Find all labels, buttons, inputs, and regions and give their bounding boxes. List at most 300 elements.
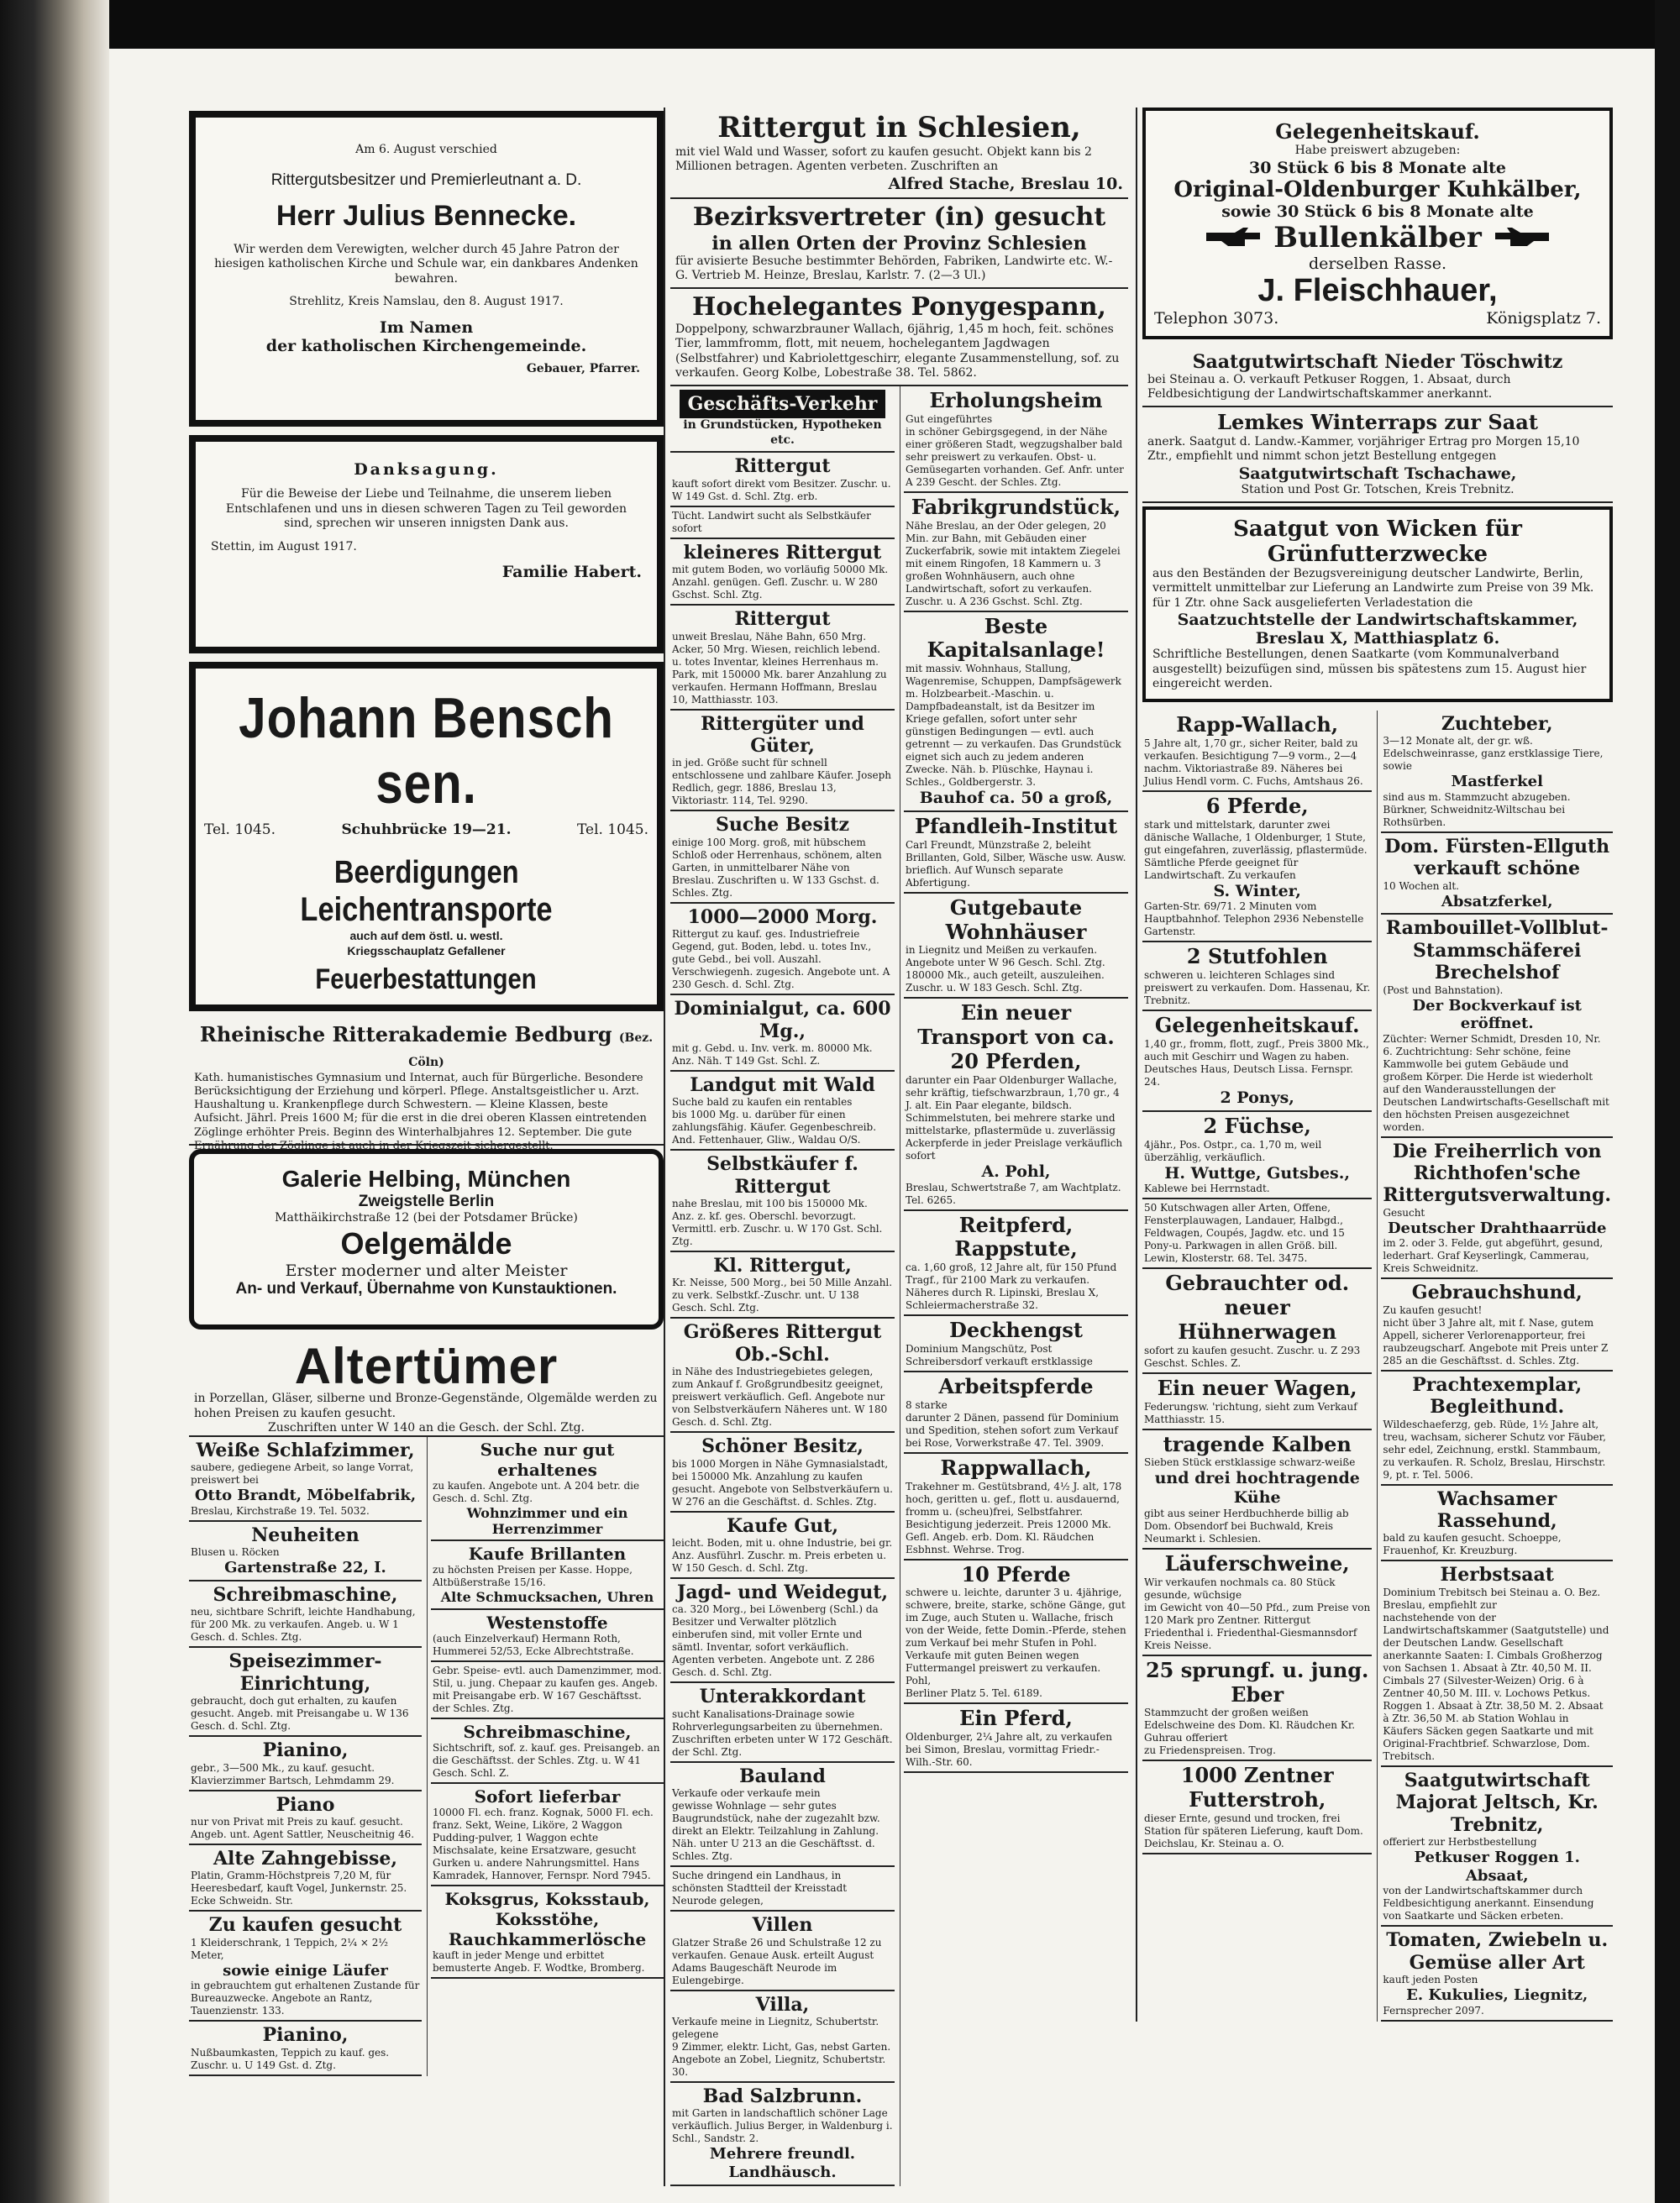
- gk-l3: Original-Oldenburger Kuhkälber,: [1173, 176, 1582, 202]
- ad-text: Suche dringend ein Landhaus, in schönsten Stadtteil der Kreisstadt Neurode gelegen,: [672, 1870, 848, 1907]
- ad-headline: Fabrikgrundstück,: [911, 494, 1121, 519]
- bv-title: Bezirksvertreter (in) gesucht: [692, 202, 1106, 232]
- bensch-l3: auch auf dem östl. u. westl.: [349, 929, 503, 942]
- ad-headline: Pianino,: [262, 1739, 349, 1762]
- classified-ad: [904, 386, 1128, 493]
- gk-tel: Telephon 3073.: [1154, 308, 1279, 328]
- ad-text: nahe Breslau, mit 100 bis 150000 Mk. Anz. z. kf. ges. Oberschl. bevorzugt. Vermittl. erb. Zuschr. u. W 170 Gst. Schl. Ztg.: [672, 1198, 883, 1248]
- obit-name: Herr Julius Bennecke.: [276, 199, 577, 232]
- col1-mid-list: [427, 1437, 664, 2076]
- bensch-l4: Kriegsschauplatz Gefallener: [347, 943, 506, 957]
- ad-text: 50 Kutschwagen aller Arten, Offene, Fensterplauwagen, Landauer, Halbgd., Feldwagen, Coupés, Jagdw. etc. und 15 Pony-u. Parkwagen in allen Größ. bill. Lewin, Klosterstr. 68. Tel. 3475.: [1144, 1202, 1345, 1265]
- st-text: bei Steinau a. O. verkauft Petkuser Roggen, 1. Absaat, durch Feldbesichtigung der Landwirtschaftskammer anerkannt.: [1147, 372, 1511, 401]
- col2-left-list: [670, 386, 895, 2186]
- ad-text: Nähe Breslau, an der Oder gelegen, 20 Min. zur Bahn, mit Gebäuden einer Zuckerfabrik, sowie mit intaktem Ziegelei mit einem Ringofen, 18 Kammern u. 3 großen Wohnhäusern, auch ohne Landwirtschaft, sofort zu verkaufen. Zuschr. u. A 236 Gschst. Schl. Ztg.: [906, 519, 1121, 607]
- ad-text: Verkaufe oder verkaufe mein: [672, 1787, 821, 1800]
- ad-text: mit gutem Boden, wo vorläufig 50000 Mk. Anzahl. genügen. Gefl. Zuschr. u. W 280 Gschst. Schl. Ztg.: [672, 564, 889, 601]
- classified-ad: [1142, 1656, 1372, 1762]
- ad-text: in gebrauchtem gut erhaltenen Zustande für Bureauzwecke. Angebote an Rantz, Tauenzienstr. 133.: [191, 1980, 420, 2017]
- bensch-name: Johann Bensch sen.: [239, 686, 614, 816]
- gk-l4: sowie 30 Stück 6 bis 8 Monate alte: [1221, 202, 1534, 221]
- ad-text: sind aus m. Stammzucht abzugeben. Bürkner, Schweidnitz-Wiltschau bei Rothsürben.: [1383, 790, 1571, 828]
- obit-imnamen: Im Namen: [379, 317, 474, 337]
- classified-ad: [1381, 1927, 1613, 2021]
- ad-headline: Sofort lieferbar: [474, 1786, 621, 1807]
- thanks-ad: [189, 435, 664, 653]
- top-dark-margin: [0, 0, 1680, 49]
- ad-text: Breslau, Schwertstraße 7, am Wachtplatz. Tel. 6265.: [906, 1181, 1121, 1206]
- classified-ad: [904, 1704, 1128, 1773]
- lemkes-ad: [1142, 407, 1613, 503]
- ad-text: schweren u. leichteren Schlages sind preiswert zu verkaufen. Dom. Hassenau, Kr. Trebnitz.: [1144, 969, 1371, 1007]
- ad-text: Kr. Neisse, 500 Morg., bei 50 Mille Anzahl. zu verk. Selbstkf.-Zuschr. unt. U 138 Gesch. Schl. Ztg.: [672, 1277, 893, 1314]
- ad-text: mit g. Gebd. u. Inv. verk. m. 80000 Mk. Anz. Näh. T 149 Gst. Schl. Z.: [672, 1041, 873, 1067]
- classified-ad: [670, 995, 895, 1072]
- col3-split: [1142, 711, 1613, 2022]
- wicken-text: aus den Beständen der Bezugsvereinigung deutscher Landwirte, Berlin, vermittelt unmittelbar zur Lieferung an Landwirte zum Preise von 39 Mk. für 1 Ztr. ohne Sack ausgelieferten Verladestation die: [1152, 566, 1594, 610]
- pony-title: Hochelegantes Ponygespann,: [692, 291, 1106, 322]
- obit-intro: Am 6. August verschied: [355, 143, 497, 156]
- ad-text: Platin, Gramm-Höchstpreis 7,20 M, für Heeresbedarf, kauft Vogel, Junkernstr. 25. Ecke Schweidn. Str.: [191, 1870, 407, 1907]
- ad-headline: 10 Pferde: [961, 1561, 1071, 1587]
- wicken-f: Schriftliche Bestellungen, denen Saatkarte (vom Kommunalverband ausgestellt) beizufügen sind, müssen bis spätestens zum 15. August hier eingereicht werden.: [1152, 648, 1587, 691]
- ad-headline: Saatgutwirtschaft Majorat Jeltsch, Kr. Trebnitz,: [1395, 1769, 1599, 1836]
- obituary-ad: [189, 111, 664, 427]
- classified-ad: [1381, 1767, 1613, 1927]
- ad-text: gewisse Wohnlage — sehr gutes Baugrundstück, nahe der zugezahlt bzw. direkt an Elektr. Teilzahlung in Zahlung. Näh. unter U 213 an die Geschäftsst. d. Schles. Ztg.: [672, 1800, 880, 1863]
- classified-ad: [670, 1319, 895, 1433]
- rs-contact: Alfred Stache, Breslau 10.: [888, 174, 1123, 193]
- ad-text: 10000 Fl. ech. franz. Kognak, 5000 Fl. ech. franz. Sekt, Weine, Liköre, 2 Waggon Pudding-pulver, 1 Waggon echte Mischsalate, keine Ersatzware, gesucht Gurken u. andere Nahrungsmittel. Hans Kamradek, Hannover, Fernspr. Nord 7945.: [433, 1806, 654, 1881]
- classified-ad: [1142, 1011, 1372, 1112]
- ad-headline: Zu kaufen gesucht: [208, 1914, 402, 1937]
- ad-subheadline: Petkuser Roggen 1. Absaat,: [1414, 1848, 1580, 1885]
- ad-headline: Tomaten, Zwiebeln u. Gemüse aller Art: [1386, 1929, 1609, 1974]
- altertuemer-ad: [189, 1338, 664, 1437]
- ad-text: Nußbaumkasten, Teppich zu kauf. ges. Zuschr. u. U 149 Gst. d. Ztg.: [191, 2046, 390, 2071]
- ad-headline: Landgut mit Wald: [690, 1073, 875, 1096]
- ad-subheadline: Otto Brandt, Möbelfabrik,: [194, 1487, 417, 1505]
- ad-subheadline: Gartenstraße 22, I.: [224, 1559, 386, 1577]
- wicken-ad: [1142, 506, 1613, 702]
- col1-small-ads: [189, 1437, 664, 2076]
- gk-l5: Bullenkälber: [1273, 220, 1482, 254]
- ad-text: Tücht. Landwirt sucht als Selbstkäufer sofort: [672, 509, 871, 534]
- ritterakademie-text: Kath. humanistisches Gymnasium und Internat, auch für Bürgerliche. Besondere Berücksichtigung der Erziehung und körperl. Pflege. Anstaltsgeistlicher u. Arzt. Haushaltung u. Krankenpflege durch Schwestern. — Kleine Klassen, beste Aufsicht. Jährl. Preis 1600 M; für die erst in die drei oberen Klassen eintretenden Zöglinge erhöhter Preis. Beginn des Winterhalbjahres 12. September. Die gute Ernährung der Zöglinge ist auch in der Kriegszeit sichergestellt.: [194, 1071, 647, 1152]
- classified-ad: [670, 1151, 895, 1252]
- ad-headline: Westenstoffe: [486, 1612, 608, 1633]
- ad-text: Breslau, Kirchstraße 19. Tel. 5032.: [191, 1504, 370, 1517]
- gk-name: J. Fleischhauer,: [1257, 272, 1498, 308]
- classified-ad: [904, 493, 1128, 612]
- ad-headline: Ein neuer Transport von ca. 20 Pferden,: [917, 1000, 1115, 1073]
- ad-headline: Läuferschweine,: [1164, 1550, 1350, 1576]
- ad-text: einige 100 Morg. groß, mit hübschem Schloß oder Herrenhaus, schönem, alten Garten, in unmittelbarer Nähe von Breslau. Zuschriften u. W 133 Gschst. d. Schles. Ztg.: [672, 836, 882, 899]
- classified-ad: [1142, 1112, 1372, 1200]
- ad-text: kauft sofort direkt vom Besitzer. Zuschr. u. W 149 Gst. d. Schl. Ztg. erb.: [672, 477, 891, 502]
- classified-ad: [1142, 1550, 1372, 1656]
- ad-text: saubere, gediegene Arbeit, so lange Vorrat, preiswert bei: [191, 1461, 414, 1487]
- lemkes-text: anerk. Saatgut d. Landw.-Kammer, vorjähriger Ertrag pro Morgen 15,10 Ztr., empfiehlt und nimmt schon jetzt Bestellung entgegen: [1147, 434, 1580, 464]
- ad-text: nicht über 3 Jahre alt, mit f. Nase, gutem Appell, sicherer Verlorenapporteur, frei raubzeugscharf. Angebote mit Preis unter Z 285 an die Geschäftsst. d. Schles. Ztg.: [1383, 1316, 1609, 1366]
- ad-text: darunter 2 Dänen, passend für Dominium und Spedition, stehen sofort zum Verkauf bei Rose, Vorwerkstraße 47. Tel. 3909.: [906, 1411, 1119, 1449]
- saatgut-toeschwitz-ad: [1142, 348, 1613, 407]
- ad-subheadline: E. Kukulies, Liegnitz,: [1406, 1985, 1588, 2004]
- ad-headline: Neuheiten: [251, 1524, 360, 1546]
- column-3: [1136, 108, 1613, 2022]
- st-title: Saatgutwirtschaft Nieder Töschwitz: [1192, 350, 1563, 373]
- bensch-address: Schuhbrücke 19—21.: [341, 821, 512, 838]
- classified-ad: [670, 507, 895, 539]
- classified-ad: [1381, 1561, 1613, 1766]
- gk-l2: 30 Stück 6 bis 8 Monate alte: [1249, 158, 1506, 177]
- classified-ad: [670, 1683, 895, 1762]
- col3-left-list: [1142, 711, 1372, 2022]
- wicken-sub: Saatzuchtstelle der Landwirtschaftskammer,: [1177, 611, 1578, 630]
- ritterakademie-region: (Bez. Cöln): [408, 1031, 654, 1069]
- ad-text: bald zu kaufen gesucht. Schoeppe, Frauenhof, Kr. Kreuzburg.: [1383, 1532, 1562, 1557]
- ad-text: (auch Einzelverkauf) Hermann Roth, Hummerei 52/53, Ecke Albrechtstraße.: [433, 1632, 634, 1657]
- bensch-tel-right: Tel. 1045.: [576, 821, 648, 838]
- ad-headline: Rittergut: [734, 455, 831, 478]
- classified-ad: [1381, 833, 1613, 915]
- ad-text: Verkaufe meine in Liegnitz, Schubertstr. gelegene: [672, 2015, 879, 2040]
- ad-headline: Pianino,: [262, 2024, 349, 2047]
- pony-text: Doppelpony, schwarzbrauner Wallach, 6jährig, 1,45 m hoch, feit. schönes Tier, lammfromm, flott, mit neuem, hochelegantem Jagdwagen (Selbstfahrer) und Kabriolettgeschirr, elegante Zusammenstellung, sof. zu verkaufen. Georg Kolbe, Lobestraße 38. Tel. 5862.: [675, 322, 1120, 380]
- wicken-addr: Breslau X, Matthiasplatz 6.: [1255, 629, 1500, 648]
- classified-ad: [904, 894, 1128, 999]
- ad-text: ca. 1,60 groß, 12 Jahre alt, für 150 Pfund Tragf., für 2100 Mark zu verkaufen. Näheres durch R. Lipinski, Breslau X, Schleiermacherstraße 32.: [906, 1261, 1117, 1312]
- classified-ad: [1142, 711, 1372, 792]
- col1-left-list: [189, 1437, 422, 2076]
- ad-subheadline: sowie einige Läufer: [223, 1961, 388, 1980]
- ad-headline: Villen: [752, 1914, 813, 1937]
- ad-text: 1 Kleiderschrank, 1 Teppich, 2¼ × 2½ Meter,: [191, 1936, 388, 1961]
- ad-subheadline: Alte Schmucksachen, Uhren: [440, 1589, 654, 1606]
- ad-text: nachstehende von der Landwirtschaftskammer (Saatgutstelle) und der Deutschen Landw. Gesellschaft anerkannte Saaten: I. Cimbals Großherzog von Sachsen 1. Absaat à Ztr. 40,50 M. II. Cimbals 27 (Silvester-Weizen) Orig. 6 à Zentner 40,50 M. III. v. Lochows Petkus. Roggen 1. Absaat à Ztr. 38,50 M. 2. Absaat à Ztr. 36,50 M. ab Station Wohlau in Käufers Säcken gegen Saatkarte und mit Original-Frachtbrief. Schwarzlose, Dom. Trebitsch.: [1383, 1611, 1609, 1762]
- ad-text: mit Garten in landschaftlich schöner Lage verkäuflich. Julius Berger, in Waldenburg i. Schl., Sandstr. 2.: [672, 2107, 893, 2145]
- column-1: [189, 108, 664, 2076]
- rs-title: Rittergut in Schlesien,: [717, 111, 1081, 144]
- ad-headline: Schreibmaschine,: [463, 1721, 632, 1742]
- classified-ad: [1142, 1761, 1372, 1854]
- galerie-ad: [189, 1149, 664, 1330]
- altertuemer-title: Altertümer: [294, 1338, 559, 1394]
- ad-subheadline: Mastferkel: [1451, 773, 1543, 791]
- galerie-addr: Matthäikirchstraße 12 (bei der Potsdamer Brücke): [275, 1211, 578, 1225]
- ad-headline: Gelegenheitskauf.: [1154, 1013, 1360, 1038]
- ad-headline: Die Freiherrlich von Richthofen'sche Rittergutsverwaltung.: [1383, 1140, 1612, 1207]
- ad-text: Sieben Stück erstklassige schwarz-weiße: [1144, 1456, 1356, 1469]
- thanks-place: Stettin, im August 1917.: [211, 539, 357, 553]
- ad-subheadline: S. Winter,: [1213, 881, 1301, 900]
- ad-text: in Liegnitz und Meißen zu verkaufen. Angebote unter W 96 Gesch. Schl. Ztg. 180000 Mk., auch geteilt, auszuleihen. Zuschr. u. W 183 Gesch. Schl. Ztg.: [906, 944, 1105, 994]
- ad-subheadline: Wohnzimmer und ein Herrenzimmer: [466, 1505, 628, 1538]
- ad-text: darunter ein Paar Oldenburger Wallache, sehr kräftig, tiefschwarzbraun, 1,70 gr., 4 J. alt. Ein Paar elegante, bildsch. Schimmelstuten, bei mehrere starke und mittelstarke, pflastermüde u. zuverlässig Ackerpferde in jeder Preislage verkäuflich sofort: [906, 1073, 1123, 1162]
- ad-headline: Dom. Fürsten-Ellguth verkauft schöne: [1384, 835, 1610, 880]
- classified-ad: [189, 1648, 422, 1737]
- ad-text: Fernsprecher 2097.: [1383, 2004, 1484, 2017]
- rittergut-schlesien-ad: [670, 108, 1128, 199]
- ad-headline: Gutgebaute Wohnhäuser: [945, 894, 1087, 944]
- ad-headline: Schöner Besitz,: [701, 1435, 864, 1458]
- classified-ad: [189, 1737, 422, 1791]
- bensch-l1: Beerdigungen: [333, 855, 519, 890]
- lemkes-sub: Saatgutwirtschaft Tschachawe,: [1238, 464, 1517, 483]
- pony-ad: [670, 289, 1128, 386]
- classified-ad: [670, 1912, 895, 1991]
- ad-text: 3—12 Monate alt, der gr. wß. Edelschweinrasse, ganz erstklassige Tiere, sowie: [1383, 735, 1604, 773]
- ad-headline: Gebrauchshund,: [1411, 1282, 1583, 1304]
- geschaeft-sub: in Grundstücken, Hypotheken etc.: [683, 418, 882, 447]
- classified-ad: [189, 2022, 422, 2075]
- classified-ad: [904, 812, 1128, 894]
- ad-text: Dominium Mangschütz, Post Schreibersdorf verkauft erstklassige: [906, 1342, 1093, 1367]
- ad-text: leicht. Boden, mit u. ohne Industrie, bei gr. Anz. Ausführl. Zuschr. m. Preis erbeten u. W 150 Gesch. d. Schl. Ztg.: [672, 1537, 893, 1575]
- classified-ad: [1381, 915, 1613, 1137]
- ad-headline: Rittergut: [734, 608, 831, 631]
- newspaper-page: [109, 49, 1655, 2203]
- ad-text: 9 Zimmer, elektr. Licht, Gas, nebst Garten. Angebote an Zobel, Liegnitz, Schubertstr. 30.: [672, 2040, 891, 2078]
- pointing-hand-left-icon: [1492, 226, 1551, 249]
- ad-text: in schöner Gebirgsgegend, in der Nähe einer größeren Stadt, wegzugshalber bald sehr preiswert zu verkaufen. Obst- u. Gemüsegarten vorhanden. Gef. Anfr. unter A 239 Gescht. der Schles. Ztg.: [906, 425, 1124, 488]
- ad-subheadline: 2 Ponys,: [1220, 1088, 1294, 1107]
- classified-ad: [904, 612, 1128, 812]
- galerie-l2: An- und Verkauf, Übernahme von Kunstauktionen.: [235, 1279, 617, 1298]
- ad-headline: Koksgrus, Koksstaub, Koksstöhe, Rauchkammerlösche: [444, 1888, 650, 1949]
- altertuemer-contact: Zuschriften unter W 140 an die Gesch. der Schl. Ztg.: [268, 1421, 585, 1435]
- ad-subheadline: A. Pohl,: [981, 1162, 1051, 1181]
- ad-text: im Gewicht von 40—50 Pfd., zum Preise von 120 Mark pro Zentner. Rittergut Friedenthal i. Friedenthal-Giesmannsdorf Kreis Neisse.: [1144, 1601, 1371, 1651]
- classified-ad: [1142, 1430, 1372, 1550]
- ad-text: gebraucht, doch gut erhalten, zu kaufen gesucht. Angeb. mit Preisangabe u. W 136 Gesch. d. Schl. Ztg.: [191, 1695, 409, 1733]
- ad-headline: Größeres Rittergut Ob.-Schl.: [683, 1321, 882, 1366]
- ad-text: Berliner Platz 5. Tel. 6189.: [906, 1687, 1042, 1700]
- gk-addr: Königsplatz 7.: [1486, 308, 1601, 328]
- ritterakademie-ad: [189, 1020, 664, 1152]
- ad-headline: 6 Pferde,: [1205, 793, 1309, 818]
- classified-ad: [189, 1845, 422, 1912]
- classified-ad: [670, 904, 895, 995]
- classified-ad: [189, 1522, 422, 1581]
- classified-ad: [189, 1581, 422, 1648]
- bensch-l5: Feuerbestattungen: [315, 963, 538, 995]
- ad-headline: Arbeitspferde: [938, 1373, 1094, 1398]
- ad-headline: kleineres Rittergut: [683, 541, 882, 564]
- ad-headline: Selbstkäufer f. Rittergut: [706, 1153, 858, 1198]
- ad-text: mit massiv. Wohnhaus, Stallung, Wagenremise, Schuppen, Dampfsägewerk m. Holzbearbeit.-Maschin. u. Dampfbadeanstalt, ist da Besitzer im Kriege gefallen, sofort unter sehr günstigen Bedingungen — evtl. auch getrennt — zu verkaufen. Das Grundstück eignet sich auch zu jedem anderen Zwecke. Näh. b. Plüschke, Haynau i. Schles., Goldbergerstr. 3.: [906, 663, 1121, 789]
- ad-headline: Unterakkordant: [699, 1686, 866, 1708]
- ad-headline: Beste Kapitalsanlage!: [927, 613, 1105, 663]
- ritterakademie-title: Rheinische Ritterakademie Bedburg: [199, 1022, 612, 1046]
- ad-headline: Speisezimmer-Einrichtung,: [228, 1650, 382, 1695]
- ad-subheadline: und drei hochtragende Kühe: [1154, 1469, 1360, 1508]
- ad-headline: tragende Kalben: [1163, 1431, 1352, 1456]
- obit-gemeinde: der katholischen Kirchengemeinde.: [265, 336, 587, 355]
- ad-text: Sichtschrift, sof. z. kauf. ges. Preisangeb. an die Geschäftsst. der Schles. Ztg. u. W 41 Gesch. Schl. Z.: [433, 1741, 660, 1779]
- classified-ad: [670, 711, 895, 812]
- ad-headline: 25 sprungf. u. jung. Eber: [1145, 1657, 1369, 1707]
- ad-text: kauft in jeder Menge und erbittet bemusterte Angeb. F. Wodtke, Bromberg.: [433, 1949, 645, 1974]
- ad-text: (Post und Bahnstation).: [1383, 983, 1504, 996]
- thanks-title: Danksagung.: [354, 460, 499, 479]
- ad-text: ca. 320 Morg., bei Löwenberg (Schl.) da Besitzer und Verwalter plötzlich einberufen sind, mit voller Ernte und sämtl. Inventar, sofort verkäuflich. Agenten verbeten. Angebote unt. Z 286 Gesch. d. Schl. Ztg.: [672, 1603, 879, 1679]
- ad-text: in Nähe des Industriegebietes gelegen, zum Ankauf f. Großgrundbesitz geeignet, preiswert verkäuflich. Gefl. Angebote nur von Selbstverkäufern Näheres unt. W 180 Gesch. d. Schl. Ztg.: [672, 1366, 888, 1429]
- classified-ad: [670, 606, 895, 710]
- ad-headline: Kaufe Gut,: [726, 1514, 839, 1537]
- ad-text: schwere u. leichte, darunter 3 u. 4jährige, schwere, breite, starke, schöne Gänge, gut im Zuge, auch Stuten u. Wallache, frisch von der Weide, fette Domin.-Pferde, stehen zum Verkauf bei mehr Stufen in Pohl. Verkaufe mit guten Beinen wegen Futtermangel preiswert zu verkaufen. Pohl,: [906, 1587, 1126, 1687]
- column-2: [664, 108, 1128, 2186]
- right-dark-margin: [1655, 0, 1680, 2203]
- ad-text: 10 Wochen alt.: [1383, 879, 1459, 892]
- ad-text: bis 1000 Mg. u. darüber für einen zahlungsfähig. Käufer. Gegenbeschreib. And. Fettenhauer, Gliw., Waldau O/S.: [672, 1109, 877, 1146]
- ad-headline: Schreibmaschine,: [213, 1583, 398, 1606]
- ad-subheadline: Absatzferkel,: [1441, 892, 1553, 910]
- ad-headline: Wachsamer Rassehund,: [1436, 1487, 1557, 1533]
- classified-ad: [431, 1437, 664, 1541]
- classified-ad: [189, 1437, 422, 1522]
- classified-ad: [1142, 1199, 1372, 1269]
- ad-headline: Bauland: [739, 1765, 826, 1787]
- ad-text: 1,40 gr., fromm, flott, zugf., Preis 3800 Mk., auch mit Geschirr und Wagen zu haben. Deutsches Haus, Deutsch Lissa. Fernspr. 24.: [1144, 1037, 1369, 1088]
- ad-text: sofort zu kaufen gesucht. Zuschr. u. Z 293 Geschst. Schles. Z.: [1144, 1344, 1361, 1369]
- ad-text: von der Landwirtschaftskammer durch Feldbesichtigung anerkannt. Einsendung von Saatkarte und Säcken erbeten.: [1383, 1885, 1594, 1922]
- classified-ad: [431, 1886, 664, 1979]
- classified-ad: [670, 811, 895, 903]
- classified-ad: [904, 1316, 1128, 1372]
- ad-headline: Rappwallach,: [940, 1455, 1092, 1480]
- ad-headline: Jagd- und Weidegut,: [676, 1581, 889, 1604]
- ad-headline: Kl. Rittergut,: [713, 1255, 852, 1277]
- classified-ad: [670, 1579, 895, 1683]
- classified-ad: [670, 1252, 895, 1319]
- ad-headline: Alte Zahngebisse,: [213, 1847, 398, 1870]
- classified-ad: [189, 1791, 422, 1845]
- ad-text: stark und mittelstark, darunter zwei dänische Wallache, 1 Oldenburger, 1 Stute, gut eingefahren, zuverlässig, pflastermüde. Sämtliche Pferde geeignet für Landwirtschaft. Zu verkaufen: [1144, 818, 1368, 881]
- classified-ad: [431, 1662, 664, 1719]
- classified-ad: [1142, 1374, 1372, 1430]
- ad-headline: Erholungsheim: [929, 387, 1103, 412]
- ad-text: Gut eingeführtes: [906, 412, 993, 425]
- ad-text: Kablewe bei Herrnstadt.: [1144, 1183, 1270, 1195]
- classified-ad: [431, 1610, 664, 1662]
- ad-headline: Rapp-Wallach,: [1176, 711, 1339, 737]
- book-spine: [0, 0, 109, 2203]
- ad-text: zu kaufen. Angebote unt. A 204 betr. die Gesch. d. Schl. Ztg.: [433, 1480, 640, 1504]
- lemkes-f: Station und Post Gr. Totschen, Kreis Trebnitz.: [1241, 483, 1515, 497]
- classified-ad: [189, 1912, 422, 2022]
- ad-headline: Weiße Schlafzimmer,: [196, 1440, 415, 1461]
- galerie-big: Oelgemälde: [340, 1225, 512, 1261]
- galerie-sub: Zweigstelle Berlin: [358, 1193, 495, 1210]
- ad-subheadline: Mehrere freundl. Landhäusch.: [709, 2145, 856, 2181]
- ad-text: unweit Breslau, Nähe Bahn, 650 Mrg. Acker, 50 Mrg. Wiesen, reichlich lebend. u. totes Inventar, kleines Herrenhaus m. Park, mit 150000 Mk. barer Anzahlung zu verkaufen. Hermann Hoffmann, Breslau 10, Matthiasstr. 103.: [672, 630, 887, 705]
- lemkes-title: Lemkes Winterraps zur Saat: [1217, 409, 1538, 434]
- ad-headline: Prachtexemplar, Begleithund.: [1412, 1373, 1583, 1419]
- thanks-sign: Familie Habert.: [501, 563, 642, 581]
- bezirksvertreter-ad: [670, 199, 1128, 289]
- ad-text: Oldenburger, 2¼ Jahre alt, zu verkaufen bei Simon, Breslau, vormittag Friedr.-Wilh.-Str. 60.: [906, 1731, 1112, 1769]
- galerie-l1: Erster moderner und alter Meister: [285, 1261, 568, 1280]
- ad-headline: Bad Salzbrunn.: [702, 2085, 863, 2107]
- bv-sub: in allen Orten der Provinz Schlesien: [711, 232, 1087, 254]
- ad-headline: Ein neuer Wagen,: [1157, 1375, 1357, 1400]
- classified-ad: [670, 1867, 895, 1912]
- classified-ad: [670, 1513, 895, 1579]
- ad-headline: Deckhengst: [949, 1318, 1083, 1343]
- classified-ad: [1381, 1372, 1613, 1486]
- classified-ad: [431, 1784, 664, 1886]
- classified-ad: [1381, 1279, 1613, 1371]
- ad-headline: Rambouillet-Vollblut-Stammschäferei Brechelshof: [1385, 917, 1609, 984]
- classified-ad: [670, 2083, 895, 2186]
- ad-text: Zu kaufen gesucht!: [1383, 1303, 1483, 1316]
- geschaeft-header: [670, 386, 895, 453]
- classified-ad: [670, 539, 895, 606]
- ad-headline: 1000 Zentner Futterstroh,: [1180, 1763, 1334, 1812]
- classified-ad: [1381, 1138, 1613, 1280]
- ad-headline: Piano: [276, 1793, 335, 1816]
- ad-text: nur von Privat mit Preis zu kauf. gesucht. Angeb. unt. Agent Sattler, Neuscheitnig 46.: [191, 1815, 415, 1840]
- ad-subheadline: Bauhof ca. 50 a groß,: [919, 789, 1113, 808]
- ad-text: kauft jeden Posten: [1383, 1973, 1478, 1985]
- ad-headline: Ein Pferd,: [959, 1706, 1073, 1731]
- ad-headline: Pfandleih-Institut: [914, 813, 1118, 838]
- ad-text: Wir verkaufen nochmals ca. 80 Stück gesunde, wüchsige: [1144, 1576, 1336, 1601]
- geschaeft-title: Geschäfts-Verkehr: [680, 390, 886, 418]
- ad-text: sucht Kanalisations-Drainage sowie Rohrverlegungsarbeiten zu übernehmen. Zuschriften erbeten unter W 172 Geschäft. der Schl. Ztg.: [672, 1707, 893, 1758]
- obit-place: Strehlitz, Kreis Namslau, den 8. August 1917.: [289, 295, 564, 308]
- obit-text: Wir werden dem Verewigten, welcher durch 45 Jahre Patron der hiesigen katholischen Kirche und Schule war, ein dankbares Andenken bewahren.: [214, 242, 638, 286]
- ad-headline: 1000—2000 Morg.: [687, 905, 878, 928]
- ad-text: zu Friedenspreisen. Trog.: [1144, 1744, 1276, 1757]
- ad-headline: 2 Füchse,: [1203, 1113, 1311, 1138]
- ad-text: Carl Freundt, Münzstraße 2, beleiht Brillanten, Gold, Silber, Wäsche usw. Ausw. brieflich. Auf Wunsch separate Abfertigung.: [906, 838, 1126, 889]
- classified-ad: [670, 1991, 895, 2083]
- ad-headline: 2 Stutfohlen: [1186, 944, 1328, 969]
- ad-text: neu, sichtbare Schrift, leichte Handhabung, für 200 Mk. zu verkaufen. Angeb. u. W 1 Gesch. d. Schles. Ztg.: [191, 1606, 416, 1644]
- classified-ad: [1142, 1269, 1372, 1373]
- classified-ad: [1381, 1486, 1613, 1562]
- col2-right-list: [900, 386, 1128, 2186]
- ad-text: in jed. Größe sucht für schnell entschlossene und zahlbare Käufer. Joseph Redlich, gegr. 1886, Breslau 13, Viktoriastr. 114, Tel. 9290.: [672, 757, 892, 807]
- gk-title: Gelegenheitskauf.: [1275, 119, 1480, 144]
- bensch-ad: [189, 662, 664, 1011]
- bensch-l2: Leichentransporte: [300, 891, 553, 928]
- ad-text: Züchter: Werner Schmidt, Dresden 10, Nr. 6. Zuchtrichtung: Sehr schöne, feine Kammwolle bei gutem Gebäude und großem Körper. Die Herde ist wiederholt auf den Wanderausstellungen der Deutschen Landwirtschafts-Gesellschaft mit den höchsten Preisen ausgezeichnet worden.: [1383, 1032, 1609, 1133]
- ad-headline: Zuchteber,: [1441, 712, 1553, 735]
- ad-text: Wildeschaeferzg, geb. Rüde, 1½ Jahre alt, treu, wachsam, sicherer Schutz vor Fäuber, sehr edel, Zeichnung, erstkl. Stammbaum, zu verkaufen. R. Scholz, Breslau, Hirschstr. 9, pt. r. Tel. 5006.: [1383, 1418, 1606, 1481]
- ad-text: Glatzer Straße 26 und Schulstraße 12 zu verkaufen. Genaue Ausk. erteilt August Adams Baugeschäft Neurode im Eulengebirge.: [672, 1936, 882, 1986]
- ad-text: Blusen u. Röcken: [191, 1546, 280, 1559]
- classified-ad: [1381, 711, 1613, 833]
- ad-headline: Herbstsaat: [1440, 1564, 1554, 1587]
- classified-ad: [670, 1763, 895, 1867]
- classified-ad: [670, 1072, 895, 1151]
- ad-text: 5 Jahre alt, 1,70 gr., sicher Reiter, bald zu verkaufen. Besichtigung 7—9 vorm., 2—4 nachm. Viktoriastraße 89. Näheres bei Julius Hendl vorm. C. Fuchs, Amtshaus 26.: [1144, 737, 1363, 787]
- gk-l1: Habe preiswert abzugeben:: [1294, 144, 1461, 157]
- ad-headline: Gebrauchter od. neuer Hühnerwagen: [1165, 1271, 1350, 1344]
- ad-headline: Reitpferd, Rappstute,: [954, 1212, 1078, 1261]
- ad-text: gibt aus seiner Herdbuchherde billig ab Dom. Obsendorf bei Buchwald, Kreis Neumarkt i. Schlesien.: [1144, 1507, 1349, 1545]
- classified-ad: [904, 1211, 1128, 1317]
- ad-text: im 2. oder 3. Felde, gut abgeführt, gesund, lederhart. Graf Keyserlingk, Cammerau, Kreis Schweidnitz.: [1383, 1237, 1604, 1275]
- classified-ad: [904, 1454, 1128, 1560]
- ad-subheadline: Der Bockverkauf ist eröffnet.: [1412, 996, 1582, 1033]
- bv-text: für avisierte Besuche bestimmter Behörden, Fabriken, Landwirte etc. W.-G. Vertrieb M. Heinze, Breslau, Karlstr. 7. (2—3 Ul.): [675, 254, 1113, 283]
- ad-text: Suche bald zu kaufen ein rentables: [672, 1096, 853, 1109]
- ad-text: Federungsw. 'richtung, sieht zum Verkauf Matthiasstr. 15.: [1144, 1400, 1357, 1425]
